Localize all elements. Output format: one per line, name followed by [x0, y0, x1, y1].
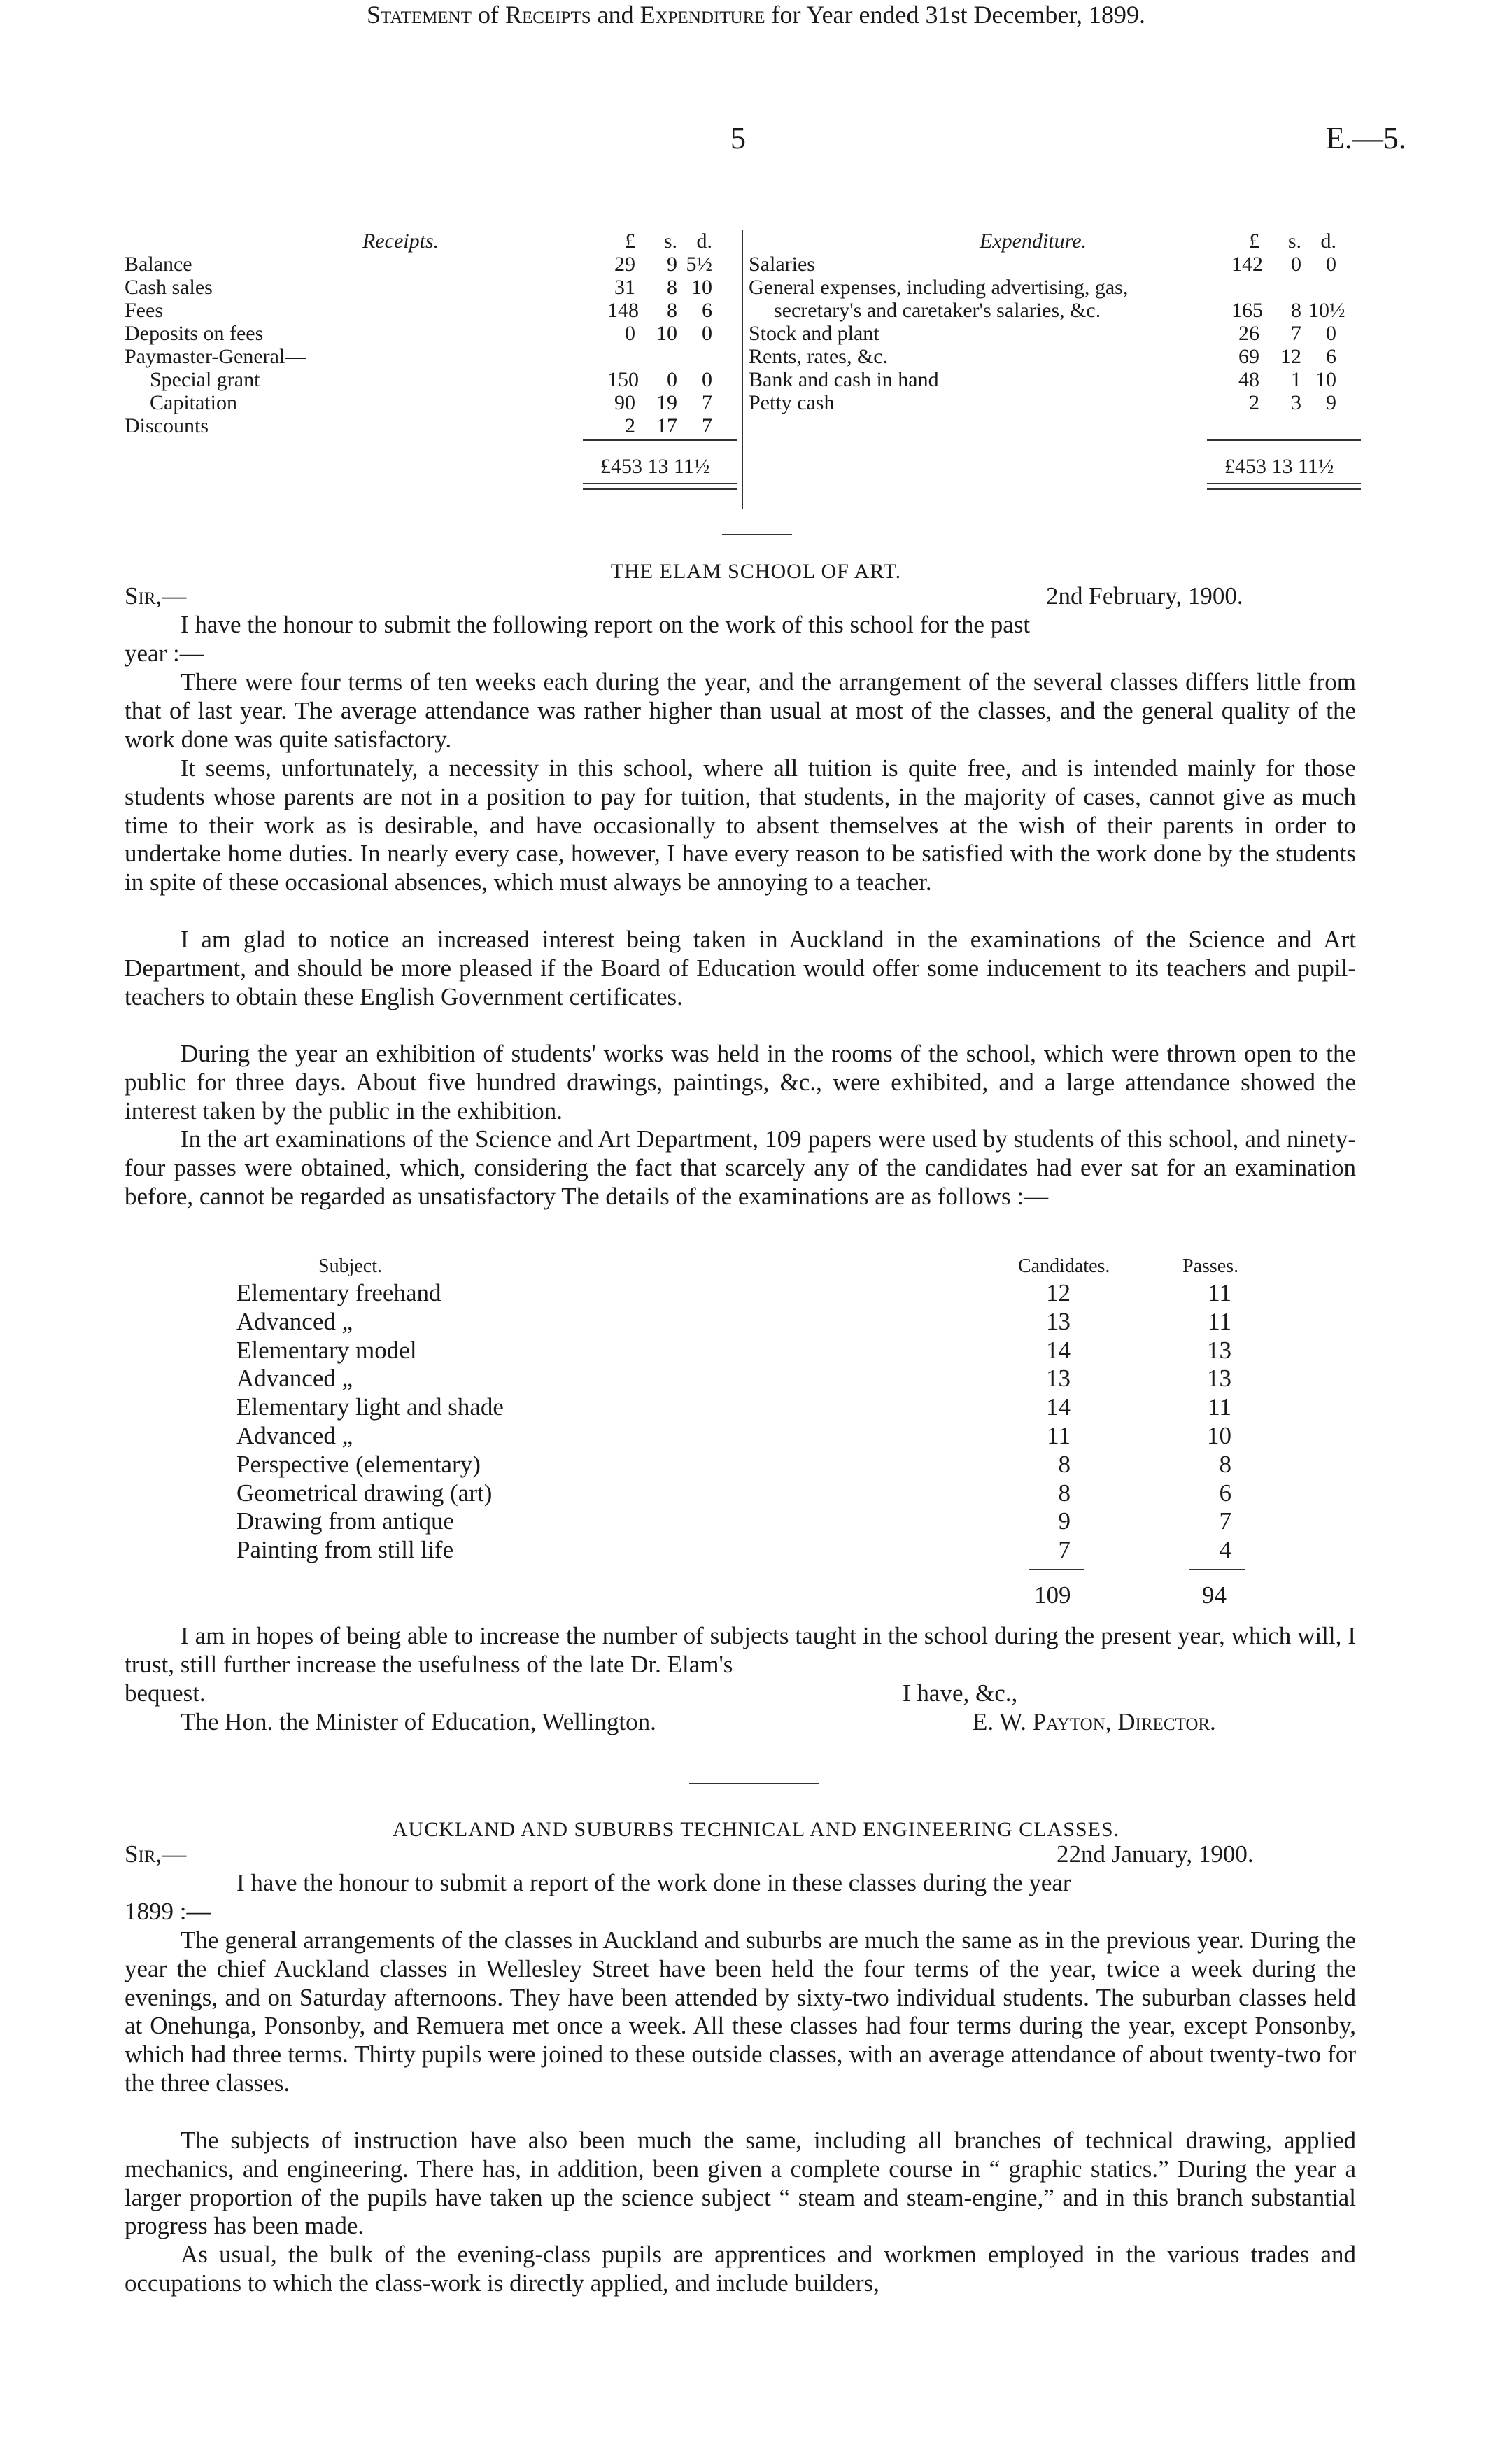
elam-paragraph-5: During the year an exhibition of students' works was held in the rooms of the school, which were thrown open to the public for three days. About five hundred drawings, paintings, &c., were exhibited, and a large attendance showed the interest taken by the public in the exhibition.	[125, 1040, 1356, 1125]
account-row-amount: 69	[1238, 345, 1259, 368]
auckland-paragraph-3: The subjects of instruction have also been much the same, including all branches of technical drawing, applied mechanics, and engineering. There has, in addition, been given a complete course in “ graphic statics.” During the year a larger proportion of the pupils have taken up the science subject “ steam and steam-engine,” and in this branch substantial progress has been made.	[125, 2127, 1356, 2240]
exam-row-candidates: 14	[1046, 1336, 1071, 1364]
exam-row-subject: Elementary light and shade	[236, 1393, 504, 1421]
account-row-amount: 10	[1315, 368, 1336, 391]
elam-paragraph-2: There were four terms of ten weeks each during the year, and the arrangement of the several classes differs little from that of last year. The average attendance was rather higher than usual at most of the classes, and the general quality of the work done was quite satisfactory.	[125, 668, 1356, 753]
exam-row-candidates: 14	[1046, 1393, 1071, 1421]
account-row-amount: 8	[1291, 299, 1301, 322]
account-row-amount: 142	[1231, 253, 1263, 276]
account-row-amount: 7	[702, 391, 712, 414]
account-row-amount: 48	[1238, 368, 1259, 391]
section-divider	[689, 1783, 819, 1784]
exam-row-subject: Perspective (elementary)	[236, 1450, 481, 1478]
elam-heading: THE ELAM SCHOOL OF ART.	[610, 560, 902, 583]
elam-closing: I have, &c.,	[903, 1679, 1018, 1707]
expenditure-table	[749, 230, 1364, 509]
account-row-amount: 31	[614, 276, 635, 299]
account-row-label: Fees	[125, 299, 163, 322]
account-row-label: Stock and plant	[749, 322, 879, 345]
account-row-amount: 150	[607, 368, 639, 391]
auckland-paragraph-1-end: 1899 :—	[125, 1898, 211, 1925]
page-number: 5	[730, 121, 746, 155]
exam-row-candidates: 12	[1046, 1279, 1071, 1306]
account-row-label: Paymaster-General—	[125, 345, 306, 368]
exam-total-candidates: 109	[1034, 1581, 1071, 1609]
account-row-amount: 1	[1291, 368, 1301, 391]
exam-total-passes: 94	[1202, 1581, 1227, 1609]
account-row-label: Salaries	[749, 253, 815, 276]
account-row-amount: 12	[1280, 345, 1301, 368]
account-row-amount: 2	[1249, 391, 1259, 414]
auckland-date: 22nd January, 1900.	[1057, 1840, 1254, 1868]
account-row-amount: 0	[1291, 253, 1301, 276]
account-row-label: Special grant	[150, 368, 260, 391]
exam-row-candidates: 13	[1046, 1365, 1071, 1393]
account-row-amount: 9	[1326, 391, 1336, 414]
expenditure-total: £453 13 11½	[1224, 455, 1334, 478]
receipts-heading: Receipts.	[362, 230, 439, 253]
exam-row-subject: Advanced „	[236, 1307, 353, 1335]
exam-row-passes: 13	[1207, 1336, 1231, 1364]
auckland-paragraph-4: As usual, the bulk of the evening-class pupils are apprentices and workmen employed in the various trades and occupations to which the class-work is directly applied, and include builders,	[125, 2241, 1356, 2297]
elam-date: 2nd February, 1900.	[1046, 582, 1243, 610]
exam-row-passes: 10	[1207, 1422, 1231, 1449]
exam-row-subject: Elementary freehand	[236, 1279, 441, 1306]
exam-row-subject: Advanced „	[236, 1365, 353, 1393]
exam-row-candidates: 13	[1046, 1307, 1071, 1335]
exam-row-candidates: 8	[1058, 1479, 1071, 1507]
expenditure-heading: Expenditure.	[980, 230, 1087, 253]
section-divider	[722, 534, 792, 535]
exam-row-subject: Drawing from antique	[236, 1507, 455, 1535]
exam-row-passes: 6	[1219, 1479, 1231, 1507]
elam-paragraph-1-end: year :—	[125, 640, 204, 667]
elam-addressee: The Hon. the Minister of Education, Wellington.	[181, 1708, 656, 1735]
account-row-amount: 165	[1231, 299, 1263, 322]
exam-row-subject: Painting from still life	[236, 1536, 454, 1564]
account-row-amount: 0	[1326, 253, 1336, 276]
elam-signature: E. W. Payton, Director.	[973, 1708, 1216, 1735]
exam-row-candidates: 9	[1058, 1507, 1071, 1535]
account-row-amount: 9	[667, 253, 677, 276]
auckland-salutation: Sir,—	[125, 1840, 187, 1868]
exam-row-passes: 11	[1208, 1279, 1231, 1306]
receipts-table	[125, 230, 740, 509]
exam-row-passes: 13	[1207, 1365, 1231, 1393]
account-row-amount: 148	[607, 299, 639, 322]
account-row-amount: 90	[614, 391, 635, 414]
auckland-paragraph-2: The general arrangements of the classes in Auckland and suburbs are much the same as in the previous year. During the year the chief Auckland classes in Wellesley Street have been held the four terms of the year, twice a week during the evenings, and on Saturday afternoons. They have been attended by sixty-two individual students. The suburban classes held at Onehunga, Ponsonby, and Remuera met once a week. All these classes had four terms during the year, except Ponsonby, which had three terms. Thirty pupils were joined to these outside classes, with an average attendance of about twenty-two for the three classes.	[125, 1926, 1356, 2097]
exam-row-subject: Advanced „	[236, 1422, 353, 1449]
col-pence: d.	[696, 230, 712, 253]
elam-paragraph-3: It seems, unfortunately, a necessity in this school, where all tuition is quite free, and is intended mainly for those students whose parents are not in a position to pay for tuition, that students, in the majority of cases, cannot give as much time to their work as is desirable, and have occasionally to absent themselves at the wish of their parents in order to undertake home duties. In nearly every case, however, I have every reason to be satisfied with the work done by the students in spite of these occasional absences, which must always be annoying to a teacher.	[125, 754, 1356, 896]
exam-header-subject: Subject.	[318, 1255, 382, 1277]
account-row-label: Discounts	[125, 414, 209, 437]
account-row-label: Deposits on fees	[125, 322, 264, 345]
account-row-amount: 2	[625, 414, 635, 437]
account-row-label: Balance	[125, 253, 192, 276]
account-row-amount: 8	[667, 299, 677, 322]
account-row-amount: 0	[1326, 322, 1336, 345]
account-row-label: Petty cash	[749, 391, 835, 414]
account-row-amount: 10½	[1308, 299, 1345, 322]
exam-row-passes: 8	[1219, 1450, 1231, 1478]
account-row-amount: 0	[702, 368, 712, 391]
account-row-amount: 19	[656, 391, 677, 414]
col-pounds: £	[1249, 230, 1259, 253]
elam-paragraph-6: In the art examinations of the Science and Art Department, 109 papers were used by students of this school, and ninety-four passes were obtained, which, considering the fact that scarcely any of the candidates had ever sat for an examination before, cannot be regarded as unsatisfactory The details of the examinations are as follows :—	[125, 1125, 1356, 1210]
account-row-label: Bank and cash in hand	[749, 368, 939, 391]
document-reference: E.—5.	[1326, 121, 1406, 155]
exam-header-passes: Passes.	[1182, 1255, 1239, 1277]
exam-row-candidates: 11	[1047, 1422, 1071, 1449]
account-row-amount: 7	[702, 414, 712, 437]
account-row-amount: 3	[1291, 391, 1301, 414]
auckland-paragraph-1: I have the honour to submit a report of the work done in these classes during the year	[236, 1869, 1071, 1896]
account-row-amount: 10	[691, 276, 712, 299]
col-shillings: s.	[663, 230, 677, 253]
account-row-label: Rents, rates, &c.	[749, 345, 889, 368]
account-row-label: General expenses, including advertising, gas,	[749, 276, 1129, 299]
account-row-amount: 29	[614, 253, 635, 276]
account-row-amount: 7	[1291, 322, 1301, 345]
elam-salutation: Sir,—	[125, 582, 187, 610]
account-row-amount: 5½	[686, 253, 712, 276]
exam-row-subject: Elementary model	[236, 1336, 417, 1364]
col-shillings: s.	[1287, 230, 1301, 253]
col-pounds: £	[625, 230, 635, 253]
elam-paragraph-4: I am glad to notice an increased interest being taken in Auckland in the examinations of the Science and Art Department, and should be more pleased if the Board of Education would offer some inducement to its teachers and pupil-teachers to obtain these English Government certificates.	[125, 926, 1356, 1010]
elam-paragraph-1: I have the honour to submit the following report on the work of this school for the past	[181, 611, 1031, 638]
statement-title: Statement of Receipts and Expenditure for Year ended 31st December, 1899.	[367, 1, 1145, 29]
account-row-amount: 10	[656, 322, 677, 345]
elam-paragraph-7-end: bequest.	[125, 1679, 206, 1707]
statement-divider	[742, 230, 743, 509]
receipts-total: £453 13 11½	[600, 455, 710, 478]
exam-row-passes: 11	[1208, 1307, 1231, 1335]
account-row-amount: 0	[667, 368, 677, 391]
exam-row-candidates: 8	[1058, 1450, 1071, 1478]
exam-row-passes: 4	[1219, 1536, 1231, 1564]
exam-row-passes: 7	[1219, 1507, 1231, 1535]
account-row-amount: 6	[702, 299, 712, 322]
account-row-amount: 0	[625, 322, 635, 345]
account-row-amount: 17	[656, 414, 677, 437]
exam-header-candidates: Candidates.	[1018, 1255, 1110, 1277]
col-pence: d.	[1320, 230, 1336, 253]
elam-paragraph-7: I am in hopes of being able to increase the number of subjects taught in the school during the present year, which will, I trust, still further increase the usefulness of the late Dr. Elam's	[125, 1622, 1356, 1678]
exam-table	[0, 1253, 1512, 1616]
account-row-label: Cash sales	[125, 276, 213, 299]
account-row-amount: 6	[1326, 345, 1336, 368]
exam-row-passes: 11	[1208, 1393, 1231, 1421]
account-row-label: secretary's and caretaker's salaries, &c.	[774, 299, 1101, 322]
account-row-amount: 26	[1238, 322, 1259, 345]
account-row-label: Capitation	[150, 391, 237, 414]
auckland-heading: AUCKLAND AND SUBURBS TECHNICAL AND ENGINEERING CLASSES.	[392, 1818, 1120, 1841]
exam-row-candidates: 7	[1058, 1536, 1071, 1564]
account-row-amount: 0	[702, 322, 712, 345]
exam-row-subject: Geometrical drawing (art)	[236, 1479, 493, 1507]
account-row-amount: 8	[667, 276, 677, 299]
